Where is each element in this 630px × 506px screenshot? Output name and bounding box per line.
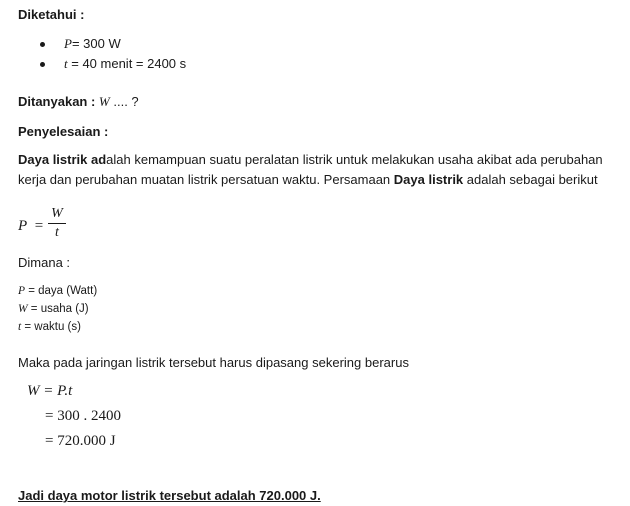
def-text-p: = daya (Watt): [25, 285, 98, 297]
fraction-bar: [48, 223, 66, 224]
definition-time: [18, 321, 81, 333]
var-p: P: [64, 36, 72, 51]
known-item-time: [64, 56, 186, 72]
formula-fraction: [48, 206, 66, 241]
ditanyakan-line: [18, 94, 139, 110]
formula-var-p: P: [18, 218, 28, 234]
definition-line-1: [18, 152, 603, 167]
definition-term: Daya listrik ad: [18, 152, 107, 167]
var-w: W: [98, 94, 110, 109]
formula-denominator: t: [55, 225, 59, 240]
solution-step-3: = 720.000 J: [45, 433, 116, 449]
solution-step-1: W = P.t: [27, 383, 73, 399]
definition-work: [18, 303, 89, 315]
definition-term-2: Daya listrik: [393, 172, 464, 187]
conclusion: [18, 488, 321, 503]
def-var-t: t: [18, 321, 22, 333]
formula-lhs: [18, 218, 43, 235]
def-var-p: P: [18, 285, 26, 297]
solution-step-2: = 300 . 2400: [45, 408, 121, 424]
bullet-icon: [40, 62, 45, 67]
ditanyakan-rest: .... ?: [109, 94, 139, 109]
def-text-w: = usaha (J): [27, 303, 89, 315]
known-value-time: = 40 menit = 2400 s: [67, 56, 187, 71]
penyelesaian-heading: Penyelesaian :: [18, 124, 109, 139]
dimana-heading: Dimana :: [18, 255, 71, 270]
definition-line-2: [18, 172, 598, 187]
diketahui-heading: Diketahui :: [18, 7, 85, 22]
known-value-power: = 300 W: [71, 36, 121, 51]
conclusion-text: Jadi daya motor listrik tersebut adalah 720.000 J.: [18, 488, 321, 503]
definition-text-2a: kerja dan perubahan muatan listrik persatuan waktu. Persamaan: [18, 172, 394, 187]
bullet-icon: [40, 42, 45, 47]
formula-equals: =: [34, 218, 44, 234]
known-item-power: [64, 36, 121, 52]
solution-intro: Maka pada jaringan listrik tersebut harus dipasang sekering berarus: [18, 355, 409, 370]
ditanyakan-label: Ditanyakan :: [18, 94, 99, 109]
def-text-t: = waktu (s): [21, 321, 81, 333]
var-t: t: [64, 56, 68, 71]
formula-numerator: W: [51, 206, 63, 221]
definition-text-2b: adalah sebagai berikut: [463, 172, 598, 187]
definition-text-1: alah kemampuan suatu peralatan listrik untuk melakukan usaha akibat ada perubahan: [106, 152, 603, 167]
def-var-w: W: [18, 303, 28, 315]
definition-power: [18, 285, 97, 297]
